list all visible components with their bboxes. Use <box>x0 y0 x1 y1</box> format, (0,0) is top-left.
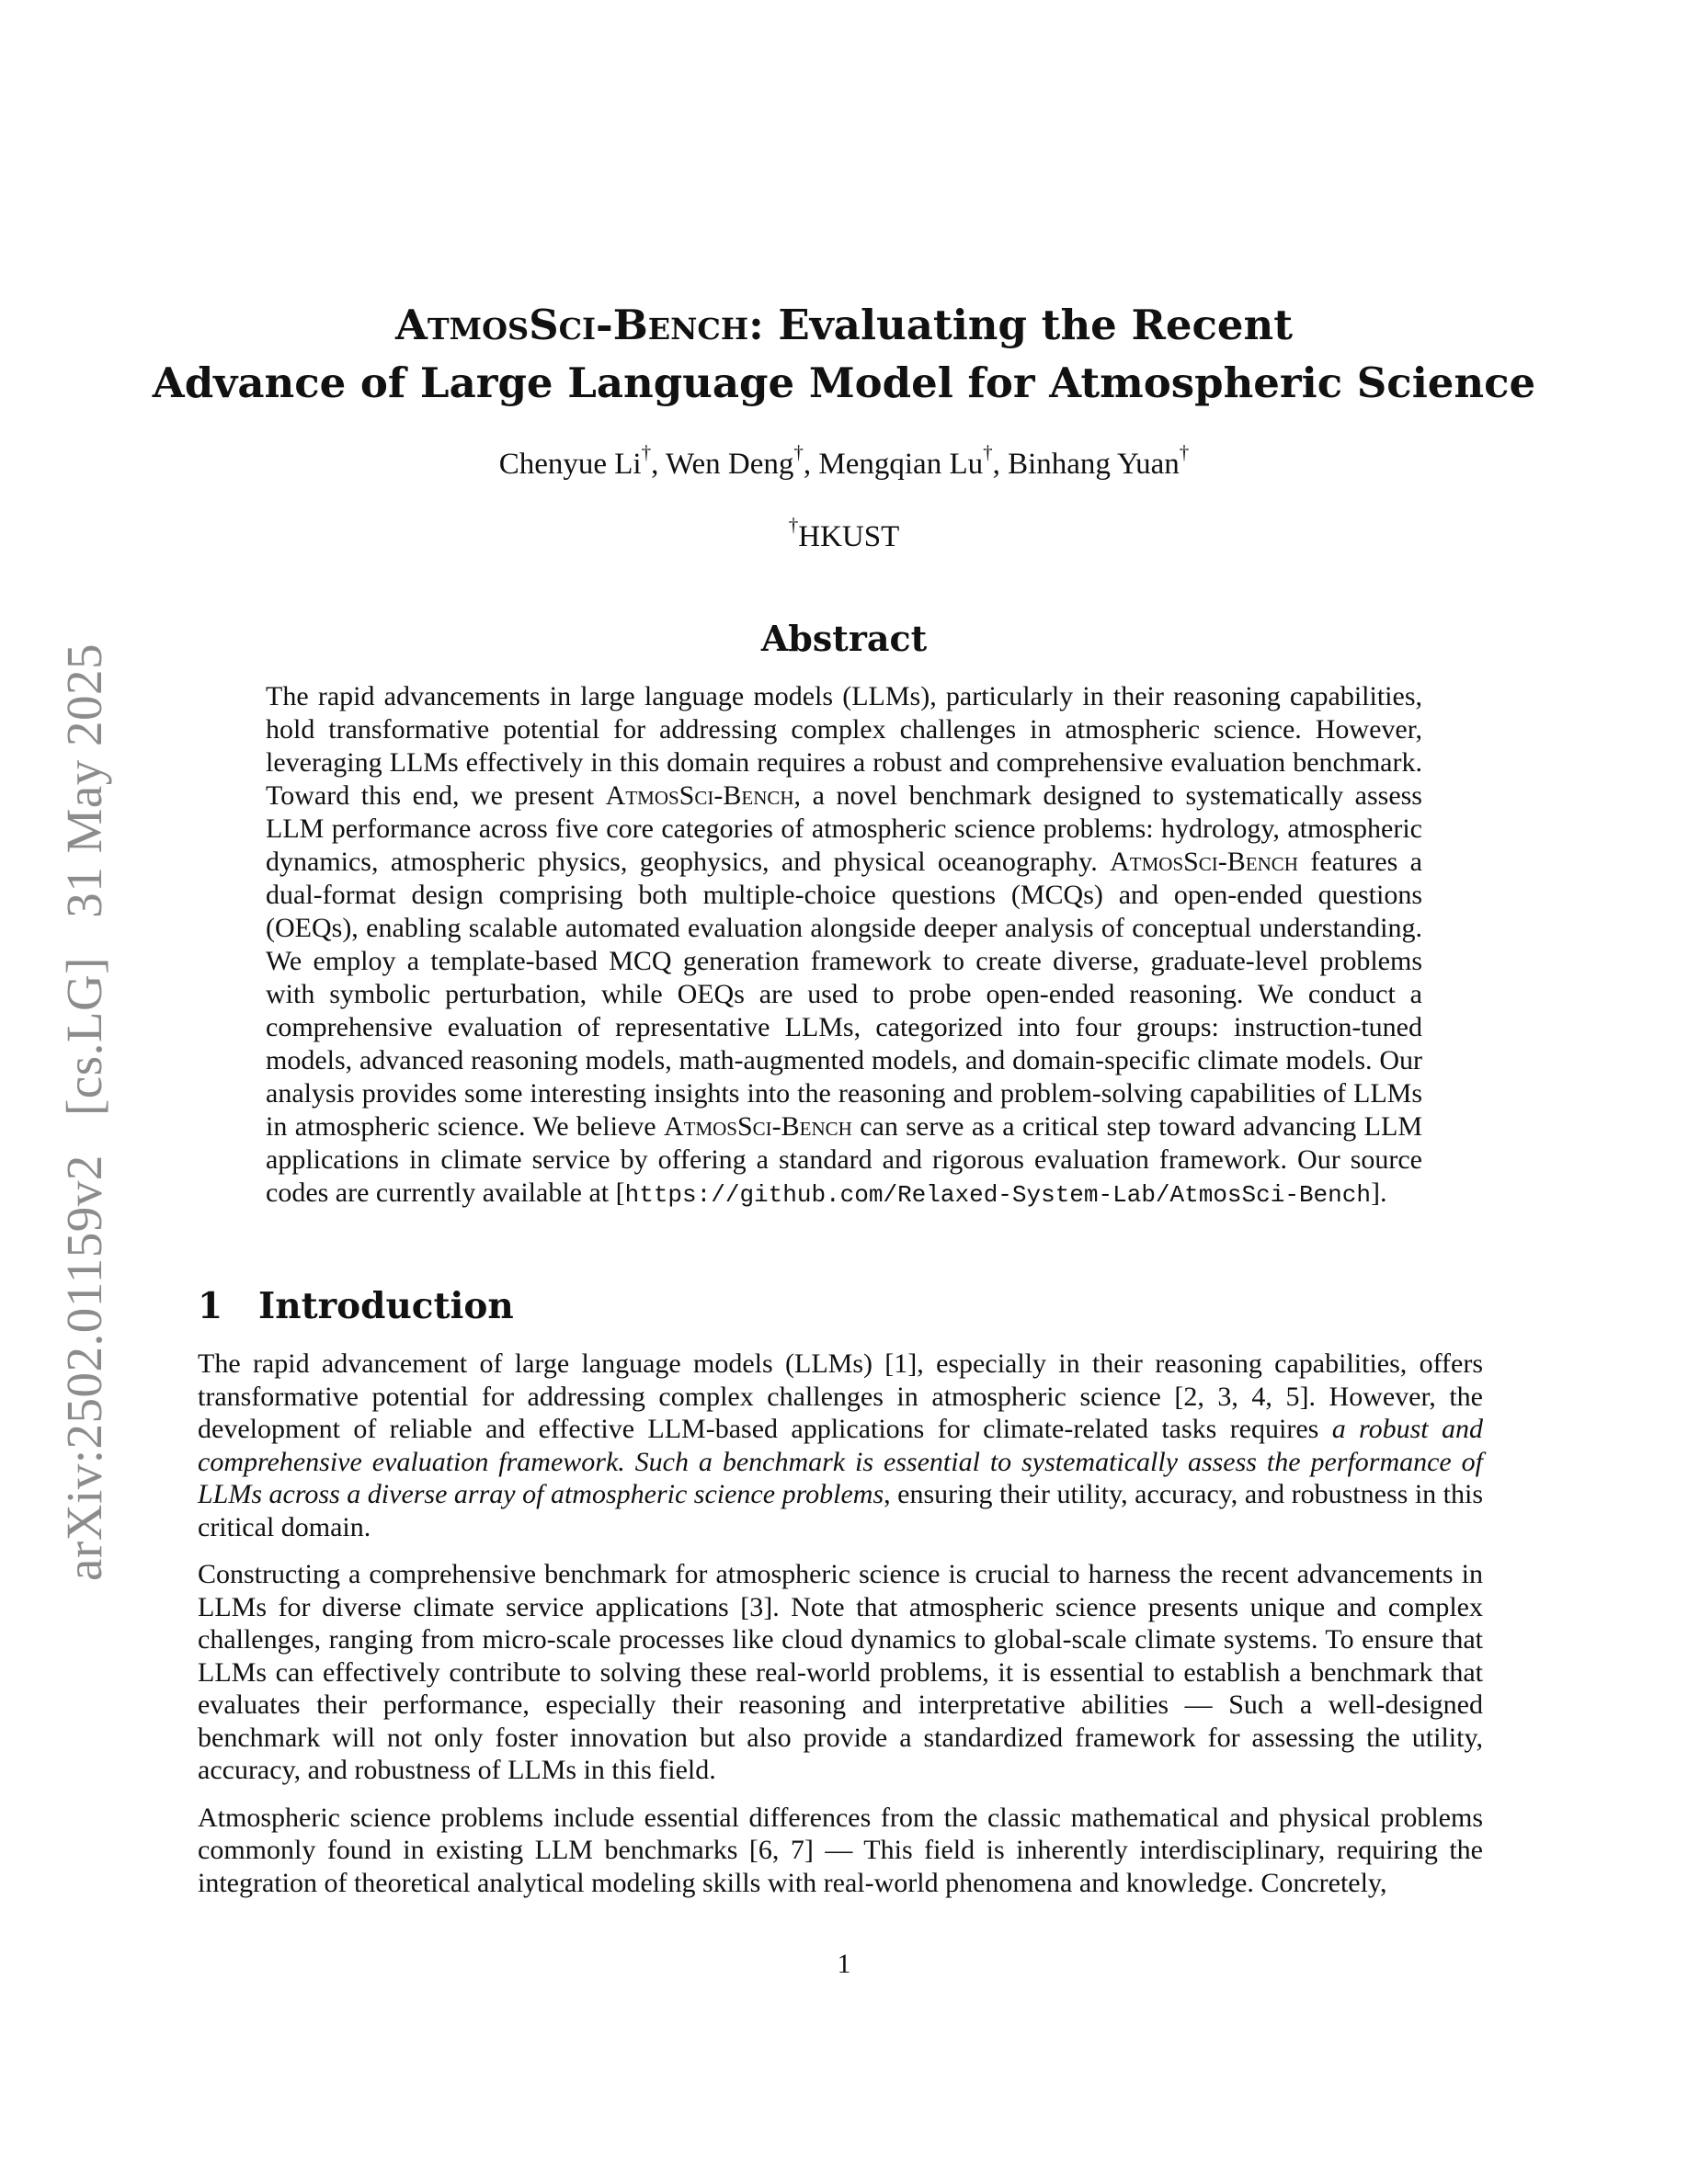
affiliation-mark: † <box>641 441 652 463</box>
author-separator: , <box>651 448 666 481</box>
author-separator: , <box>992 448 1009 481</box>
arxiv-identifier-stamp <box>55 618 113 1581</box>
introduction-body <box>198 1348 1483 1914</box>
title-line-1-rest: : Evaluating the Recent <box>748 301 1294 349</box>
section-title: Introduction <box>258 1285 514 1327</box>
repository-link[interactable]: https://github.com/Relaxed-System-Lab/AtmosSci-Bench <box>624 1181 1371 1209</box>
author-list <box>0 441 1688 482</box>
author-name: Binhang Yuan <box>1008 448 1180 481</box>
section-heading-introduction <box>198 1285 514 1327</box>
paragraph: Constructing a comprehensive benchmark for atmospheric science is crucial to harness the recent advancements in LLMs for diverse climate service applications [3]. Note that atmospheric science presents unique and complex challenges, ranging from micro-scale processes like cloud dynamics to global-scale climate systems. To ensure that LLMs can effectively contribute to solving these real-world problems, it is essential to establish a benchmark that evaluates their performance, especially their reasoning and interpretative abilities — Such a well-designed benchmark will not only foster innovation but also provide a standardized framework for assessing the utility, accuracy, and robustness of LLMs in this field. <box>198 1559 1483 1785</box>
emphasized-text: a robust and comprehensive evaluation framework. Such a benchmark is essential to systematically assess the performance of LLMs across a diverse array of atmospheric science problems <box>198 1414 1483 1509</box>
affiliation-name: HKUST <box>798 520 900 553</box>
abstract-heading: Abstract <box>760 618 928 659</box>
page-number: 1 <box>837 1949 851 1979</box>
affiliation-mark: † <box>1179 441 1190 463</box>
affiliation-mark: † <box>983 441 993 463</box>
arxiv-date: 31 May 2025 <box>56 643 112 918</box>
benchmark-name: AtmosSci-Bench <box>663 1111 852 1142</box>
author-name: Chenyue Li <box>498 448 642 481</box>
paragraph-text: The rapid advancement of large language models (LLMs) [1], especially in their reasoning capabilities, offers transformative potential for addressing complex challenges in atmospheric science [2, 3, 4, 5]. However, the development of reliable and effective LLM-based applications for climate-related tasks requires <box>198 1348 1483 1444</box>
paragraph <box>198 1348 1483 1543</box>
benchmark-name: AtmosSci-Bench <box>394 301 749 349</box>
paragraph: Atmospheric science problems include essential differences from the classic mathematical and physical problems commonly found in existing LLM benchmarks [6, 7] — This field is inherently interdisciplinary, requiring the integration of theoretical analytical modeling skills with real-world phenomena and knowledge. Concretely, <box>198 1802 1483 1898</box>
abstract-text: The rapid advancements in large language models (LLMs), particularly in their reasoning capabilities, hold transformative potential for addressing complex challenges in atmospheric science. However, leveraging LLMs effectively in this domain requires a robust and comprehensive evaluation benchmark. Toward this end, we present <box>266 681 1422 811</box>
author-separator: , <box>803 448 819 481</box>
abstract-text: features a dual-format design comprising both multiple-choice questions (MCQs) and open-ended questions (OEQs), enabling scalable automated evaluation alongside deeper analysis of conceptual understanding. We employ a template-based MCQ generation framework to create diverse, graduate-level problems with symbolic perturbation, while OEQs are used to probe open-ended reasoning. We conduct a comprehensive evaluation of representative LLMs, categorized into four groups: instruction-tuned models, advanced reasoning models, math-augmented models, and domain-specific climate models. Our analysis provides some interesting insights into the reasoning and problem-solving capabilities of LLMs in atmospheric science. We believe <box>266 847 1422 1142</box>
benchmark-name: AtmosSci-Bench <box>1110 847 1298 877</box>
author-name: Mengqian Lu <box>818 448 984 481</box>
arxiv-category: [cs.LG] <box>56 957 112 1117</box>
arxiv-id: arXiv:2502.01159v2 <box>56 1155 112 1581</box>
benchmark-name: AtmosSci-Bench <box>605 780 794 811</box>
section-number: 1 <box>198 1285 223 1327</box>
affiliation <box>0 514 1688 554</box>
author-name: Wen Deng <box>666 448 794 481</box>
abstract-text: can serve as a critical step toward advancing LLM applications in climate service by offering a standard and rigorous evaluation framework. Our source codes are currently available at [ <box>266 1111 1422 1208</box>
title-line-2: Advance of Large Language Model for Atmospheric Science <box>152 358 1536 407</box>
abstract-text: , a novel benchmark designed to systematically assess LLM performance across five core categories of atmospheric science problems: hydrology, atmospheric dynamics, atmospheric physics, geophysics, and physical oceanography. <box>266 780 1422 877</box>
affiliation-mark: † <box>788 514 799 536</box>
affiliation-mark: † <box>793 441 804 463</box>
title-line-1 <box>0 296 1688 354</box>
abstract-text: ]. <box>1370 1177 1387 1208</box>
abstract-body <box>266 680 1422 1211</box>
paper-title <box>0 296 1688 412</box>
paragraph-text: , ensuring their utility, accuracy, and robustness in this critical domain. <box>198 1479 1484 1542</box>
